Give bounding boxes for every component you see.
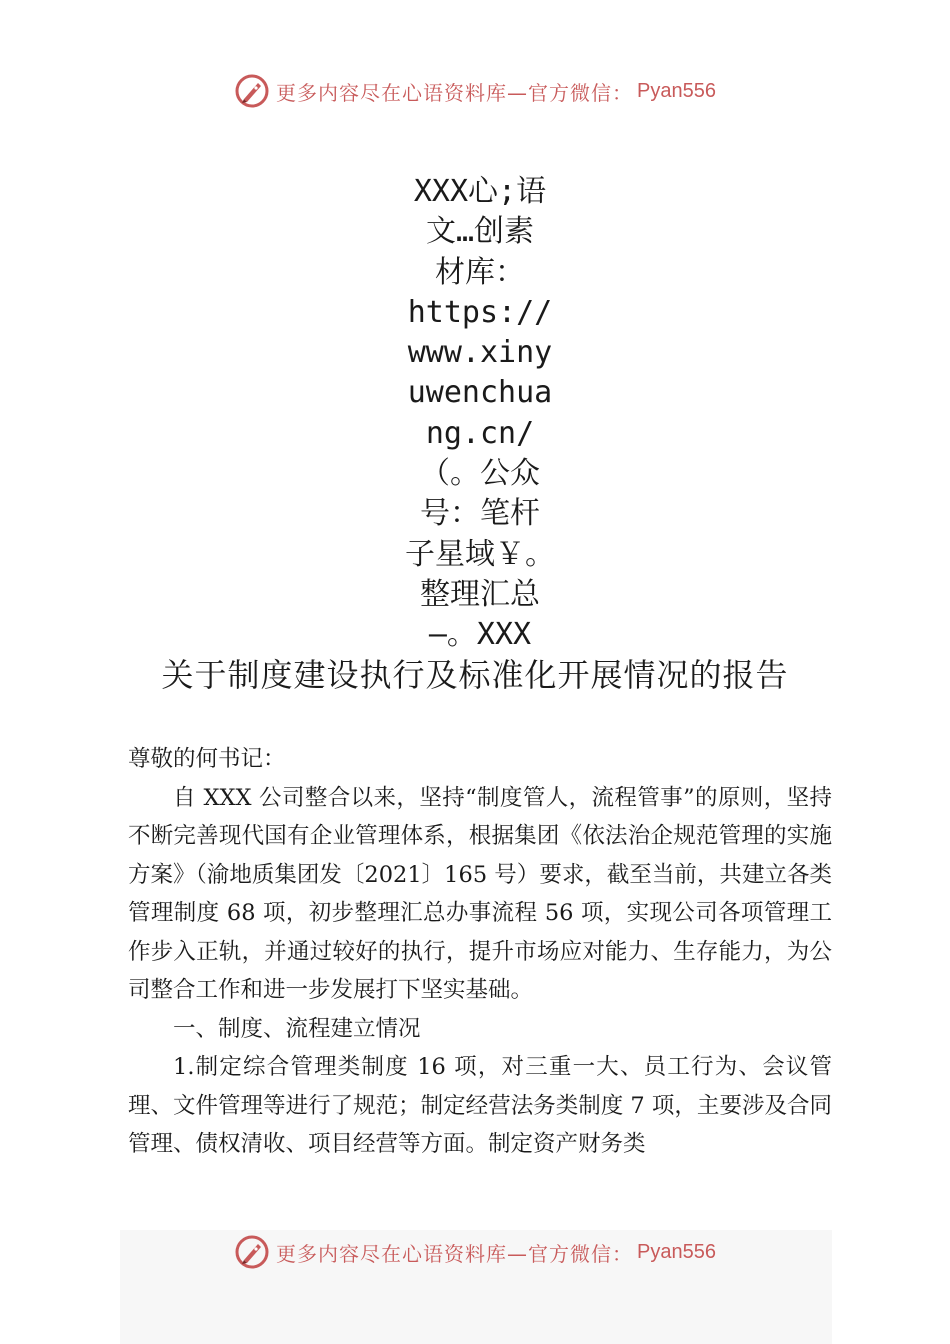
title-line: XXX心;语 bbox=[413, 174, 547, 209]
watermark-header bbox=[0, 71, 950, 111]
report-title: 关于制度建设执行及标准化开展情况的报告 bbox=[161, 656, 789, 694]
watermark-text: 更多内容尽在心语资料库—官方微信： bbox=[276, 80, 634, 105]
section-heading: 一、制度、流程建立情况 bbox=[173, 1015, 421, 1042]
title-line: ng.cn/ bbox=[425, 415, 535, 451]
title-line: —。XXX bbox=[428, 617, 532, 653]
title-line: （。公众 bbox=[420, 456, 540, 492]
item-paragraph: 1.制定综合管理类制度 16 项，对三重一大、员工行为、会议管理、文件管理等进行了规范；制定经营法务类制度 7 项，主要涉及合同管理、债权清收、项目经营等方面。制定资产财务类 bbox=[128, 1054, 832, 1157]
title-line: https:// bbox=[407, 294, 553, 330]
title-block bbox=[405, 172, 555, 656]
title-line: uwenchua bbox=[407, 375, 553, 411]
watermark-wechat-id: Pyan556 bbox=[637, 79, 716, 102]
pen-logo-icon bbox=[234, 73, 270, 109]
pen-logo-icon bbox=[234, 1234, 270, 1270]
title-line: www.xiny bbox=[407, 335, 553, 371]
title-line: 子星域￥。 bbox=[405, 536, 555, 572]
title-line: 整理汇总 bbox=[420, 576, 540, 612]
watermark-wechat-id: Pyan556 bbox=[637, 1240, 716, 1263]
salutation: 尊敬的何书记： bbox=[128, 746, 286, 772]
intro-paragraph: 自 XXX 公司整合以来，坚持“制度管人，流程管事”的原则，坚持不断完善现代国有企业管理体系，根据集团《依法治企规范管理的实施方案》（渝地质集团发〔2021〕165 号）要求，截至当前，共建立各类管理制度 68 项，初步整理汇总办事流程 56 项，实现公司各项管理工作步入正轨，并通过较好的执行，提升市场应对能力、生存能力，为公司整合工作和进一步发展打下坚实基础。 bbox=[128, 784, 832, 1003]
title-line: 材库： bbox=[435, 254, 525, 290]
title-line: 号：笔杆 bbox=[420, 496, 540, 532]
watermark-footer bbox=[0, 1232, 950, 1272]
watermark-text: 更多内容尽在心语资料库—官方微信： bbox=[276, 1241, 634, 1266]
document-body bbox=[128, 740, 832, 1164]
title-line: 文…创素 bbox=[425, 214, 535, 250]
